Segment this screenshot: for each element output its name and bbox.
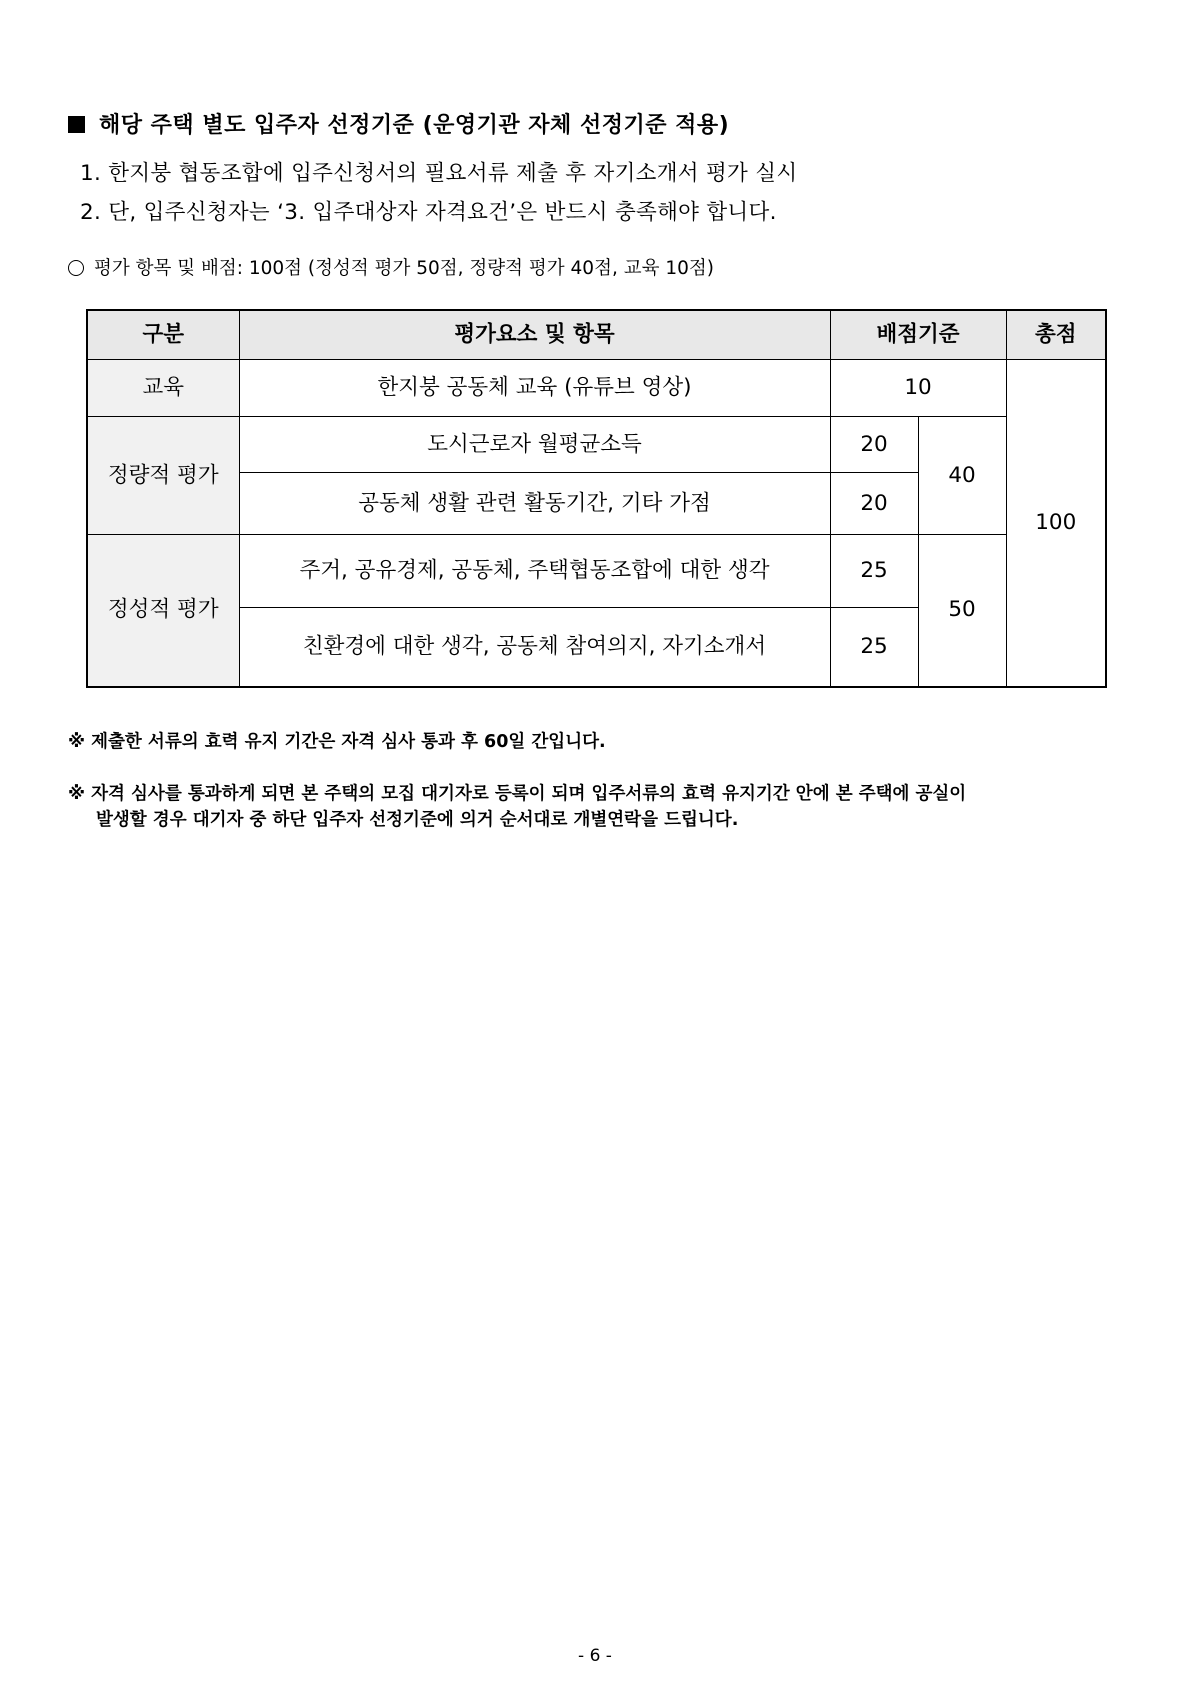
- black-square-bullet-icon: [68, 116, 85, 133]
- section-heading: [68, 108, 729, 139]
- score-cell: 25: [830, 535, 918, 608]
- note-waitlist: ※ 자격 심사를 통과하게 되면 본 주택의 모집 대기자로 등록이 되며 입주서류의 효력 유지기간 안에 본 주택에 공실이: [68, 784, 967, 804]
- score-cell: 25: [830, 608, 918, 687]
- subtotal-cell: 40: [918, 417, 1006, 535]
- header-score: 배점기준: [830, 310, 1006, 360]
- list-item-2: 2. 단, 입주신청자는 ‘3. 입주대상자 자격요건’은 반드시 충족해야 합니다.: [80, 200, 777, 225]
- category-cell: 교육: [87, 360, 239, 417]
- note-validity: ※ 제출한 서류의 효력 유지 기간은 자격 심사 통과 후 60일 간입니다.: [68, 732, 606, 752]
- score-summary: [68, 254, 714, 280]
- list-item-1: 1. 한지붕 협동조합에 입주신청서의 필요서류 제출 후 자기소개서 평가 실시: [80, 161, 798, 186]
- item-cell: 친환경에 대한 생각, 공동체 참여의지, 자기소개서: [239, 608, 830, 687]
- note-waitlist-continued: 발생할 경우 대기자 중 하단 입주자 선정기준에 의거 순서대로 개별연락을 드립니다.: [96, 810, 739, 830]
- item-cell: 주거, 공유경제, 공동체, 주택협동조합에 대한 생각: [239, 535, 830, 608]
- table-row: [87, 360, 1106, 417]
- table-row: [87, 417, 1106, 473]
- header-category: 구분: [87, 310, 239, 360]
- header-item: 평가요소 및 항목: [239, 310, 830, 360]
- circle-bullet-icon: [68, 260, 84, 276]
- score-cell: 10: [830, 360, 1006, 417]
- table-header-row: [87, 310, 1106, 360]
- score-summary-text: 평가 항목 및 배점: 100점 (정성적 평가 50점, 정량적 평가 40점, 교육 10점): [94, 258, 714, 279]
- page-number: - 6 -: [578, 1646, 612, 1666]
- score-cell: 20: [830, 473, 918, 535]
- evaluation-table: [86, 309, 1107, 688]
- item-cell: 한지붕 공동체 교육 (유튜브 영상): [239, 360, 830, 417]
- total-cell: 100: [1006, 360, 1106, 687]
- subtotal-cell: 50: [918, 535, 1006, 687]
- item-cell: 공동체 생활 관련 활동기간, 기타 가점: [239, 473, 830, 535]
- table-row: [87, 535, 1106, 608]
- category-cell: 정량적 평가: [87, 417, 239, 535]
- item-cell: 도시근로자 월평균소득: [239, 417, 830, 473]
- section-heading-text: 해당 주택 별도 입주자 선정기준 (운영기관 자체 선정기준 적용): [99, 113, 730, 138]
- score-cell: 20: [830, 417, 918, 473]
- header-total: 총점: [1006, 310, 1106, 360]
- category-cell: 정성적 평가: [87, 535, 239, 687]
